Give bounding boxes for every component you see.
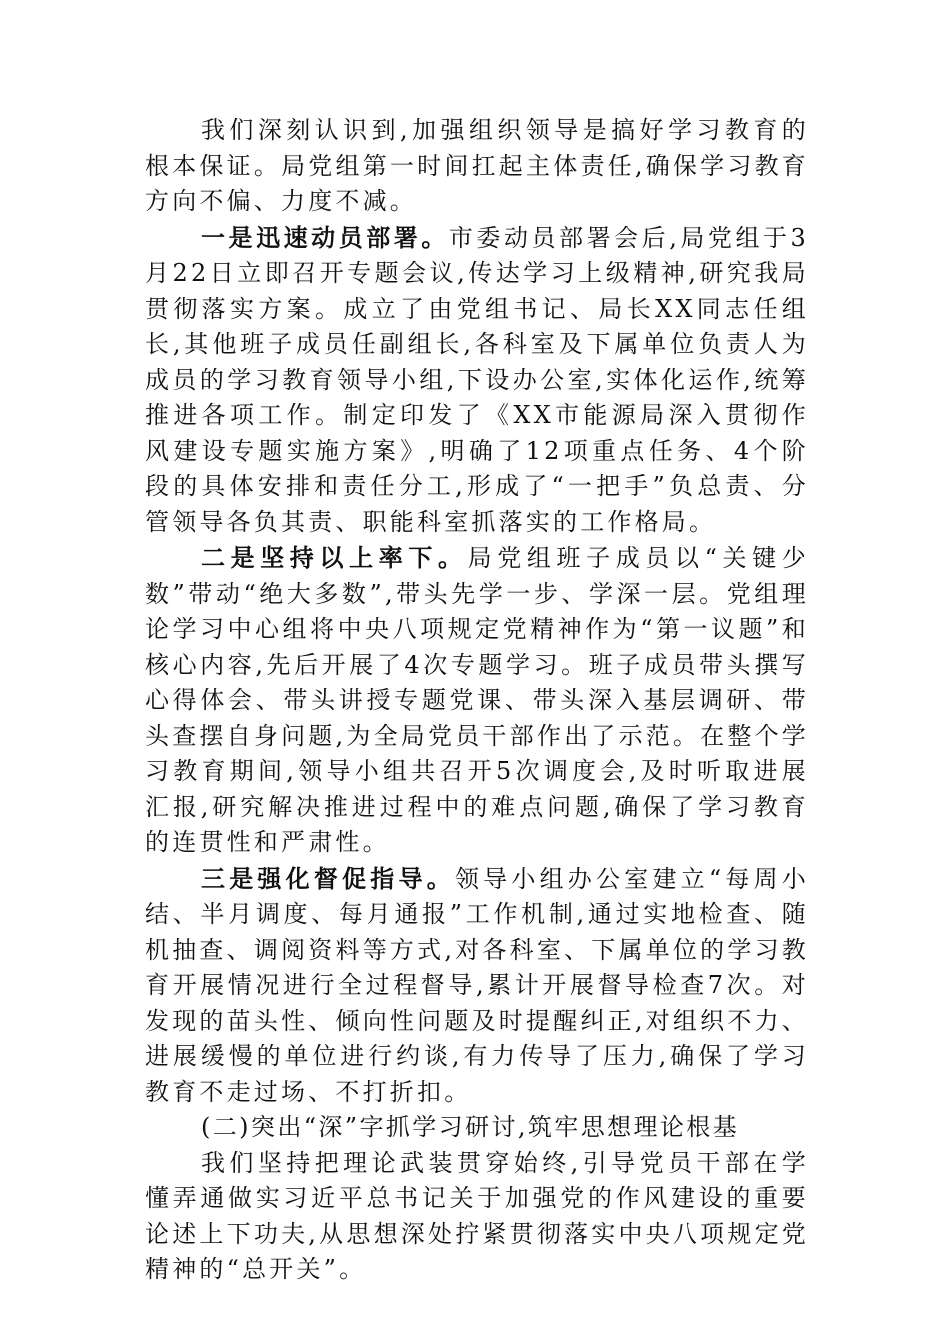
paragraph-text: 局党组班子成员以“关键少数”带动“绝大多数”,带头先学一步、学深一层。党组理论学习中心组将中央八项规定党精神作为“第一议题”和核心内容,先后开展了4次专题学习。班子成员带头撰写心得体会、带头讲授专题党课、带头深入基层调研、带头查摆自身问题,为全局党员干部作出了示范。在整个学习教育期间,领导小组共召开5次调度会,及时听取进展汇报,研究解决推进过程中的难点问题,确保了学习教育的连贯性和严肃性。 bbox=[145, 544, 809, 856]
paragraph-supervision bbox=[145, 861, 809, 1111]
paragraph-mobilize bbox=[145, 220, 809, 541]
paragraph-closing: 我们坚持把理论武装贯穿始终,引导党员干部在学懂弄通做实习近平总书记关于加强党的作风建设的重要论述上下功夫,从思想深处拧紧贯彻落实中央八项规定党精神的“总开关”。 bbox=[145, 1148, 809, 1283]
paragraph-lead: 三是强化督促指导。 bbox=[201, 863, 455, 893]
paragraph-text: 市委动员部署会后,局党组于3月22日立即召开专题会议,传达学习上级精神,研究我局贯彻落实方案。成立了由党组书记、局长XX同志任组长,其他班子成员任副组长,各科室及下属单位负责人为成员的学习教育领导小组,下设办公室,实体化运作,统筹推进各项工作。制定印发了《XX市能源局深入贯彻作风建设专题实施方案》,明确了12项重点任务、4个阶段的具体安排和责任分工,形成了“一把手”负总责、分管领导各负其责、职能科室抓落实的工作格局。 bbox=[145, 223, 809, 536]
paragraph-lead-by-example bbox=[145, 540, 809, 861]
paragraph-text: 领导小组办公室建立“每周小结、半月调度、每月通报”工作机制,通过实地检查、随机抽查、调阅资料等方式,对各科室、下属单位的学习教育开展情况进行全过程督导,累计开展督导检查7次。对发现的苗头性、倾向性问题及时提醒纠正,对组织不力、进展缓慢的单位进行约谈,有力传导了压力,确保了学习教育不走过场、不打折扣。 bbox=[145, 864, 809, 1106]
paragraph-lead: 一是迅速动员部署。 bbox=[201, 222, 449, 252]
section-subheading: (二)突出“深”字抓学习研讨,筑牢思想理论根基 bbox=[201, 1113, 740, 1141]
paragraph-lead: 二是坚持以上率下。 bbox=[201, 543, 468, 572]
paragraph-text: 我们深刻认识到,加强组织领导是搞好学习教育的根本保证。局党组第一时间扛起主体责任,确保学习教育方向不偏、力度不减。 bbox=[145, 116, 809, 215]
document-body bbox=[145, 112, 809, 1288]
paragraph-intro bbox=[145, 112, 809, 220]
